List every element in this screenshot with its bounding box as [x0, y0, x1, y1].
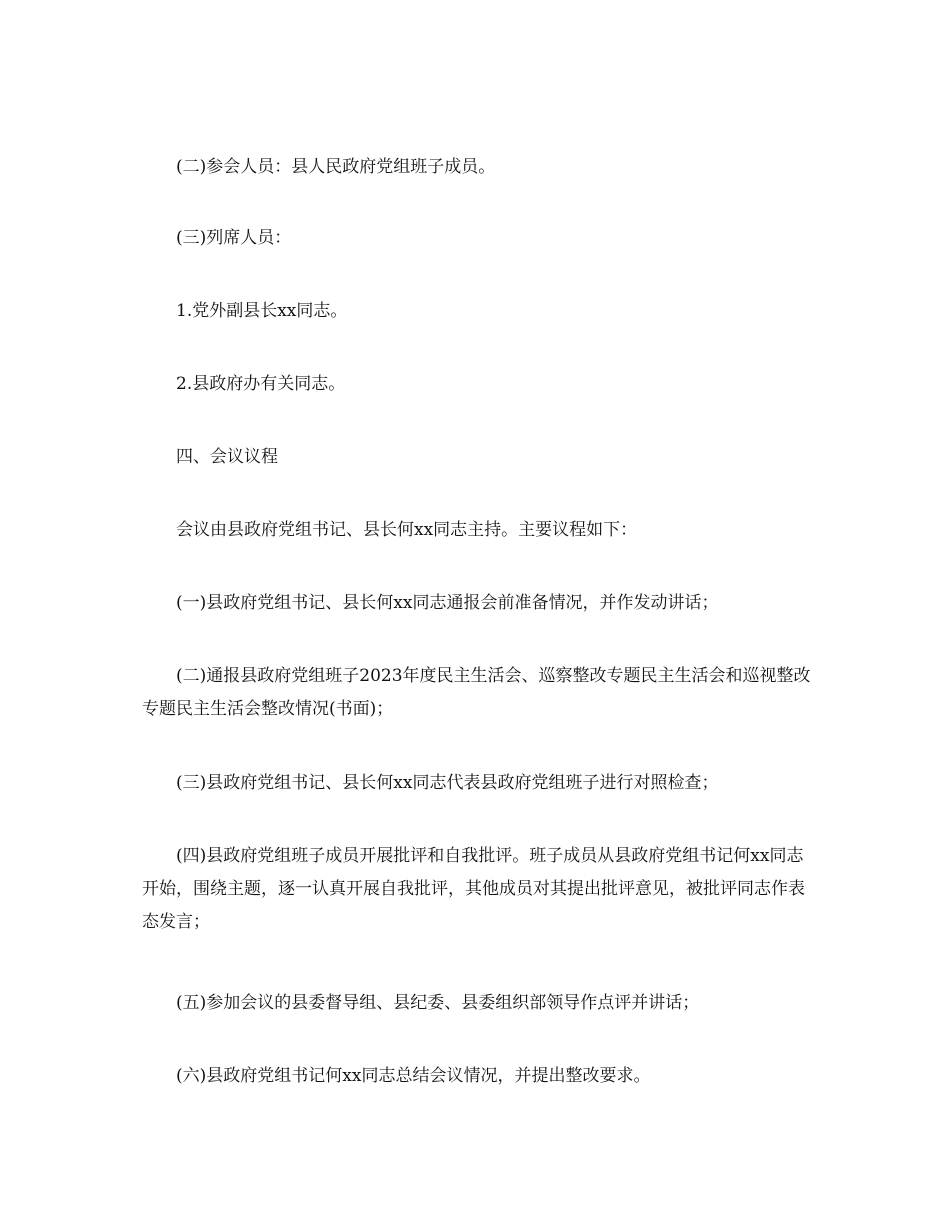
heading-text: 四、会议议程	[176, 447, 278, 467]
paragraph-text: 1.党外副县长xx同志。	[176, 301, 348, 321]
agenda-item-1	[142, 587, 812, 620]
agenda-item-6	[142, 1060, 812, 1093]
paragraph-text: (一)县政府党组书记、县长何xx同志通报会前准备情况，并作发动讲话；	[176, 593, 719, 613]
paragraph-text: 2.县政府办有关同志。	[176, 374, 346, 394]
agenda-item-3	[142, 767, 812, 800]
agenda-item-2	[142, 660, 812, 726]
paragraph-observer-2	[142, 368, 812, 401]
paragraph-observers-heading	[142, 222, 812, 255]
section-heading-agenda	[142, 441, 812, 474]
paragraph-text: (六)县政府党组书记何xx同志总结会议情况，并提出整改要求。	[176, 1066, 651, 1086]
paragraph-text: (二)参会人员：县人民政府党组班子成员。	[176, 157, 496, 177]
agenda-item-5	[142, 987, 812, 1020]
paragraph-text: (四)县政府党组班子成员开展批评和自我批评。班子成员从县政府党组书记何xx同志开始，围绕主题，逐一认真开展自我批评，其他成员对其提出批评意见，被批评同志作表态发言；	[142, 846, 805, 932]
paragraph-text: (五)参加会议的县委督导组、县纪委、县委组织部领导作点评并讲话；	[176, 993, 700, 1013]
paragraph-text: 会议由县政府党组书记、县长何xx同志主持。主要议程如下：	[176, 520, 638, 540]
paragraph-agenda-intro	[142, 514, 812, 547]
paragraph-text: (三)县政府党组书记、县长何xx同志代表县政府党组班子进行对照检查；	[176, 773, 719, 793]
paragraph-text: (三)列席人员：	[176, 228, 292, 248]
paragraph-attendees	[142, 151, 812, 184]
paragraph-text: (二)通报县政府党组班子2023年度民主生活会、巡察整改专题民主生活会和巡视整改专题民主生活会整改情况(书面)；	[142, 666, 811, 719]
paragraph-observer-1	[142, 295, 812, 328]
agenda-item-4	[142, 840, 812, 939]
